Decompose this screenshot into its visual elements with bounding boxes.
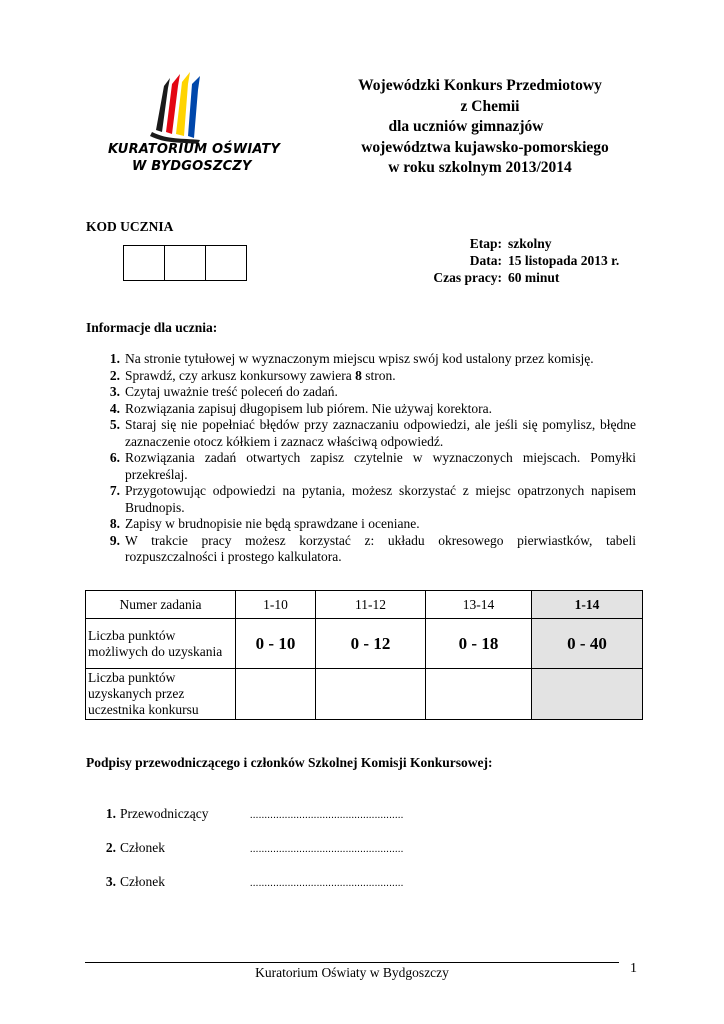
info-title: Informacje dla ucznia: — [86, 320, 218, 335]
title-line: Wojewódzki Konkurs Przedmiotowy — [358, 77, 602, 94]
title-line: w roku szkolnym 2013/2014 — [388, 159, 572, 176]
item-text-bold: 8 — [355, 367, 362, 383]
list-item — [86, 450, 636, 483]
list-item — [86, 533, 636, 566]
signature-row — [86, 840, 404, 856]
title-line: dla uczniów gimnazjów — [388, 118, 544, 135]
code-box[interactable] — [123, 245, 165, 281]
signature-role: Członek — [120, 874, 165, 889]
header-cell: 13-14 — [426, 591, 532, 619]
title-line: z Chemii — [460, 97, 520, 115]
item-text: Przygotowując odpowiedzi na pytania, możesz skorzystać z miejsc opatrzonych napisem Brudnopis. — [125, 483, 636, 515]
score-table — [85, 590, 643, 720]
possible-points: 0 - 18 — [426, 619, 532, 669]
obtained-points-cell[interactable] — [316, 669, 426, 720]
list-item — [86, 516, 636, 533]
item-text: Na stronie tytułowej w wyznaczonym miejscu wpisz swój kod ustalony przez komisję. — [125, 351, 594, 366]
signatures-title: Podpisy przewodniczącego i członków Szkolnej Komisji Konkursowej: — [86, 755, 493, 770]
competition-title — [310, 76, 650, 179]
student-code-boxes — [123, 245, 247, 281]
item-number: 4. — [109, 400, 120, 416]
obtained-points-cell[interactable] — [532, 669, 643, 720]
possible-points: 0 - 40 — [532, 619, 643, 669]
item-text: Staraj się nie popełniać błędów przy zaznaczaniu odpowiedzi, ale jeśli się pomylisz, błędne zaznaczenie otocz kółkiem i zaznacz właściwą odpowiedź. — [125, 417, 636, 449]
exam-details — [410, 235, 619, 286]
header-cell: 11-12 — [316, 591, 426, 619]
item-text: Rozwiązania zapisuj długopisem lub piórem. Nie używaj korektora. — [125, 400, 493, 416]
row-label: Liczba punktów uzyskanych przez uczestnika konkursu — [86, 669, 236, 720]
item-text-part: Sprawdź, czy arkusz konkursowy zawiera — [125, 367, 356, 383]
list-item — [86, 351, 636, 368]
time-label: Czas pracy: — [433, 270, 502, 285]
obtained-points-cell[interactable] — [236, 669, 316, 720]
time-value: 60 minut — [508, 270, 560, 285]
item-number: 1. — [109, 351, 120, 366]
item-number: 6. — [109, 450, 120, 465]
table-row — [86, 619, 643, 669]
item-number: 9. — [109, 532, 120, 548]
header-cell: 1-10 — [236, 591, 316, 619]
logo-text-line1: KURATORIUM OŚWIATY — [108, 142, 281, 157]
item-number: 5. — [109, 417, 120, 432]
signature-role: Przewodniczący — [120, 806, 209, 821]
logo-text-line2: W BYDGOSZCZY — [132, 159, 252, 174]
signature-number: 3. — [105, 874, 116, 889]
stage-label: Etap: — [469, 236, 502, 251]
item-text: W trakcie pracy możesz korzystać z: układu okresowego pierwiastków, tabeli rozpuszczalności i prostego kalkulatora. — [125, 532, 636, 564]
header-cell: Numer zadania — [86, 591, 236, 619]
list-item — [86, 401, 636, 418]
stage-value: szkolny — [508, 236, 552, 251]
item-text-part: stron. — [361, 367, 396, 383]
signature-row — [86, 874, 404, 890]
item-number: 8. — [109, 516, 120, 531]
code-box[interactable] — [164, 245, 206, 281]
title-line: województwa kujawsko-pomorskiego — [361, 138, 609, 156]
signature-row — [86, 806, 404, 822]
item-text: Czytaj uważnie treść poleceń do zadań. — [125, 384, 338, 399]
code-box[interactable] — [205, 245, 247, 281]
student-code-label: KOD UCZNIA — [86, 219, 174, 234]
page-number: 1 — [630, 961, 637, 976]
list-item — [86, 368, 636, 385]
list-item — [86, 483, 636, 516]
footer-text: Kuratorium Oświaty w Bydgoszczy — [255, 965, 449, 980]
signature-line[interactable]: ..................................................... — [250, 810, 404, 821]
item-number: 3. — [109, 384, 120, 399]
item-number: 7. — [109, 483, 120, 498]
item-number: 2. — [109, 367, 120, 383]
signature-number: 1. — [105, 806, 116, 821]
date-label: Data: — [469, 253, 502, 268]
date-value: 15 listopada 2013 r. — [508, 253, 620, 268]
table-row — [86, 669, 643, 720]
list-item — [86, 384, 636, 401]
kuratorium-logo — [108, 66, 281, 178]
item-text: Rozwiązania zadań otwartych zapisz czytelnie w wyznaczonych miejscach. Pomyłki przekreślaj. — [125, 450, 636, 482]
signature-line[interactable]: ..................................................... — [250, 844, 404, 855]
item-text — [125, 368, 636, 385]
list-item — [86, 417, 636, 450]
possible-points: 0 - 12 — [316, 619, 426, 669]
instructions-list — [86, 351, 636, 566]
signature-line[interactable]: ..................................................... — [250, 878, 404, 889]
header-cell: 1-14 — [532, 591, 643, 619]
possible-points: 0 - 10 — [236, 619, 316, 669]
table-header-row — [86, 591, 643, 619]
obtained-points-cell[interactable] — [426, 669, 532, 720]
footer-divider — [85, 962, 619, 963]
signature-number: 2. — [105, 840, 116, 855]
signature-role: Członek — [120, 840, 165, 855]
row-label: Liczba punktów możliwych do uzyskania — [86, 619, 236, 669]
item-text: Zapisy w brudnopisie nie będą sprawdzane i oceniane. — [125, 516, 420, 531]
